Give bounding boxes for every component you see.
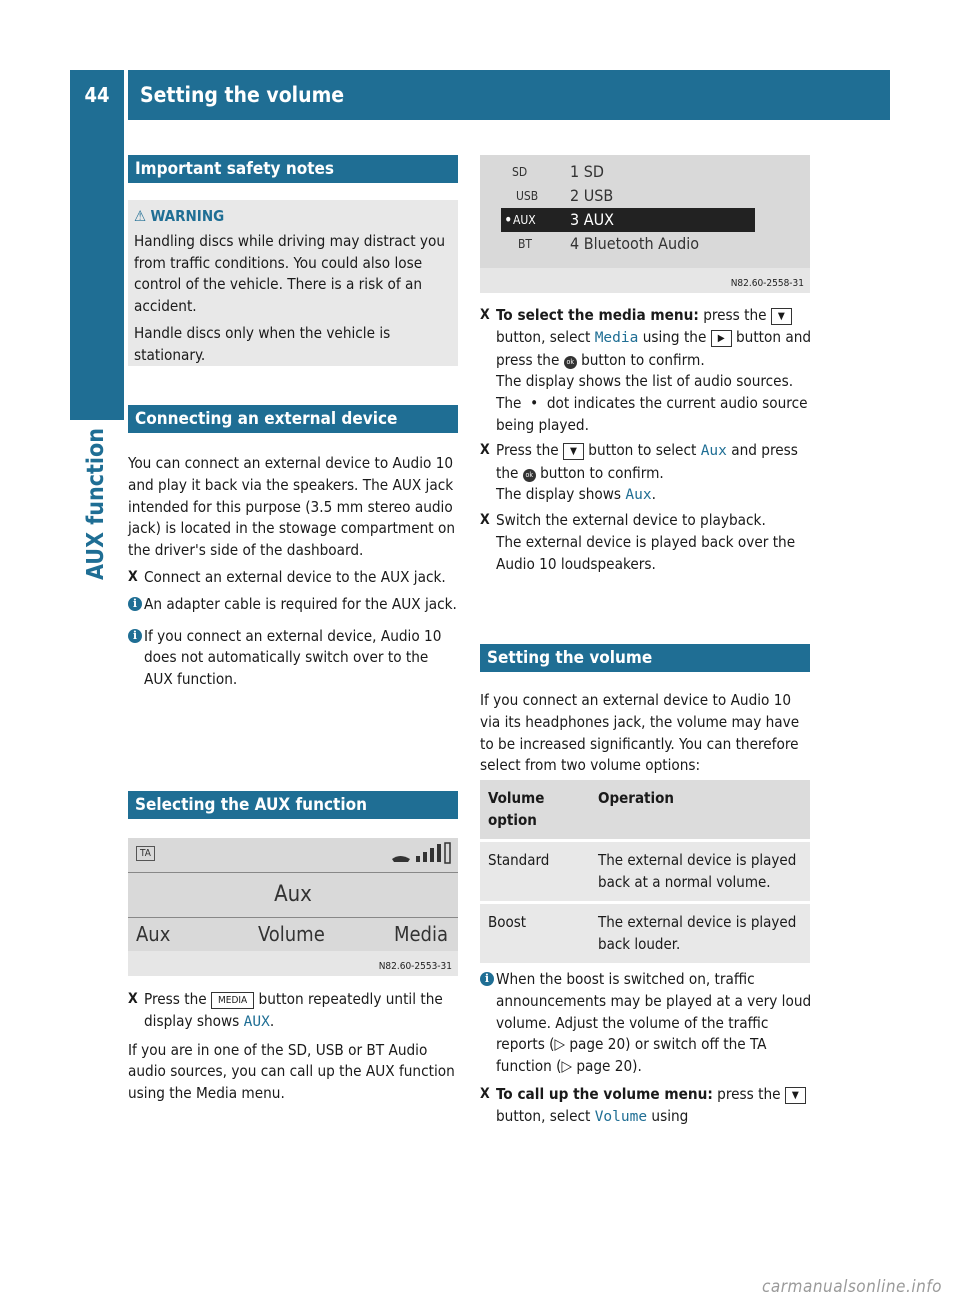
step-result: The display shows the list of audio sources.	[496, 372, 794, 391]
menu-aux[interactable]: Aux	[136, 922, 171, 946]
page-number: 44	[84, 83, 110, 107]
dot-symbol: •	[525, 394, 543, 413]
screen-menu-bar	[128, 918, 458, 950]
image-code: N82.60-2558-31	[730, 278, 804, 289]
section-important-safety-notes: Important safety notes	[128, 155, 458, 183]
step-result: The	[496, 394, 522, 413]
step-volume-menu	[480, 1084, 815, 1129]
source-item-sd[interactable]	[480, 160, 810, 184]
step-text: Press the	[144, 990, 207, 1008]
table-cell: The external device is played back louder.	[590, 903, 810, 965]
table-cell: Standard	[480, 841, 590, 903]
volume-notes	[480, 969, 815, 1129]
table-cell: The external device is played back at a normal volume.	[590, 841, 810, 903]
step-text: press the	[717, 1084, 781, 1103]
info-icon: i	[480, 972, 494, 986]
step-playback	[480, 510, 815, 575]
down-key-icon: ▼	[785, 1087, 806, 1104]
selecting-body	[128, 989, 460, 1105]
connecting-body	[128, 453, 460, 691]
aux-icon: AUX	[513, 213, 536, 227]
display-aux-text: AUX	[243, 1013, 270, 1030]
step-arrow-icon: X	[480, 512, 490, 529]
media-steps	[480, 305, 815, 576]
info-adapter-text: An adapter cable is required for the AUX jack.	[144, 594, 457, 613]
menu-volume[interactable]: Volume	[258, 922, 325, 946]
step-select-media-menu	[480, 305, 815, 437]
info-adapter	[128, 594, 460, 616]
step-text: button repeatedly until the display shows	[144, 990, 443, 1030]
media-mono-text: Media	[594, 329, 639, 346]
source-item-usb[interactable]	[480, 184, 810, 208]
right-key-icon: ▶	[711, 330, 732, 347]
source-label: 3 AUX	[570, 210, 614, 229]
menu-media[interactable]: Media	[393, 922, 448, 946]
source-item-aux[interactable]	[501, 208, 755, 232]
step-text: Switch the external device to playback.	[496, 511, 766, 530]
table-row	[480, 841, 810, 903]
warning-heading	[134, 206, 452, 228]
source-label: 4 Bluetooth Audio	[570, 234, 700, 253]
step-result: The external device is played back over the Audio 10 loudspeakers.	[496, 532, 796, 573]
source-list	[480, 160, 810, 256]
display-screen-aux	[128, 838, 458, 976]
source-item-bluetooth[interactable]	[480, 232, 810, 256]
table-cell: Boost	[480, 903, 590, 965]
step-result: The display shows	[496, 485, 622, 504]
connecting-intro: You can connect an external device to Audio 10 and play it back via the speakers. The AUX jack intended for this purpose (3.5 mm stereo audio jack) is located in the stowage compartment on the driver's side of the dashboard.	[128, 454, 455, 560]
volume-mono-text: Volume	[594, 1108, 648, 1125]
down-key-icon: ▼	[563, 443, 584, 460]
page-title: Setting the volume	[140, 83, 345, 107]
warning-title: WARNING	[150, 207, 225, 225]
screen-title: Aux	[128, 872, 458, 918]
step-text: button to confirm.	[581, 350, 705, 369]
section-setting-the-volume: Setting the volume	[480, 644, 810, 672]
ok-key-icon: ok	[564, 356, 577, 369]
step-heading: To select the media menu:	[496, 306, 699, 324]
step-select-aux: X Press the ▼ button to select Aux and press the ok button to confirm. The display shows Aux.	[480, 440, 798, 504]
section-selecting-aux-function: Selecting the AUX function	[128, 791, 458, 819]
step-arrow-icon: X	[480, 307, 490, 323]
info-boost-text: When the boost is switched on, traffic announcements may be played at a very loud volume. Adjust the volume of the traffic reports (▷ page 20) or switch off the TA function (▷ page 20).	[496, 970, 812, 1076]
info-no-auto-switch-text: If you connect an external device, Audio 10 does not automatically switch over to the AUX function.	[144, 626, 442, 689]
table-row	[480, 903, 810, 965]
ta-indicator: TA	[136, 846, 155, 861]
info-boost	[480, 969, 815, 1078]
volume-intro: If you connect an external device to Audio 10 via its headphones jack, the volume may have to be increased significantly. You can therefore select from two volume options:	[480, 691, 800, 775]
section-connecting-external-device: Connecting an external device	[128, 405, 458, 433]
info-icon: i	[128, 597, 142, 611]
table-header-cell: Volume option	[480, 780, 590, 841]
media-menu-paragraph: If you are in one of the SD, USB or BT Audio audio sources, you can call up the AUX function using the Media menu.	[128, 1040, 455, 1103]
side-label: AUX function	[83, 428, 109, 580]
step-text: button and press the	[496, 327, 812, 369]
selected-dot: •	[504, 210, 513, 229]
step-arrow-icon: X	[480, 1085, 490, 1102]
step-text: button to select	[588, 440, 697, 459]
step-text: using	[651, 1106, 689, 1125]
volume-options-table	[480, 780, 810, 966]
header-divider	[124, 70, 128, 120]
step-arrow-icon: X	[480, 441, 490, 458]
screen-status-bar	[128, 838, 458, 872]
source-label: 2 USB	[570, 186, 614, 205]
warning-advice: Handle discs only when the vehicle is stationary.	[134, 323, 391, 364]
step-text: button, select	[496, 1106, 591, 1125]
step-text: button to confirm.	[540, 463, 664, 482]
image-code: N82.60-2553-31	[378, 961, 452, 972]
media-key-icon: MEDIA	[211, 992, 254, 1009]
step-arrow-icon: X	[128, 991, 138, 1007]
down-key-icon: ▼	[771, 308, 792, 325]
step-result: dot indicates the current audio source being played.	[496, 394, 808, 434]
warning-text: Handling discs while driving may distract you from traffic conditions. You could also lose control of the vehicle. There is a risk of an accident.	[134, 231, 445, 316]
table-header-row	[480, 780, 810, 841]
info-icon: i	[128, 629, 142, 643]
step-heading: To call up the volume menu:	[496, 1084, 713, 1103]
warning-box	[128, 200, 458, 366]
sd-card-icon: SD	[512, 165, 528, 179]
aux-mono-text: Aux	[625, 487, 652, 504]
connect-step	[128, 567, 460, 589]
aux-mono-text: Aux	[700, 442, 727, 459]
info-no-auto-switch	[128, 626, 460, 691]
bluetooth-icon: BT	[518, 237, 532, 251]
watermark: carmanualsonline.info	[761, 1277, 942, 1297]
ok-key-icon: ok	[523, 469, 536, 482]
source-label: 1 SD	[570, 162, 604, 181]
select-aux-step: X Press the MEDIA button repeatedly until the display shows AUX.	[128, 990, 443, 1030]
step-text: button, select	[496, 327, 591, 346]
display-screen-sources	[480, 155, 810, 293]
step-text: using the	[642, 327, 707, 346]
phone-signal-icon	[390, 842, 452, 866]
table-header-cell: Operation	[590, 780, 810, 841]
step-text: and press the	[496, 440, 798, 482]
step-text: Press the	[496, 440, 559, 459]
step-text: press the	[703, 306, 767, 324]
side-tab	[70, 120, 124, 420]
usb-icon: USB	[516, 189, 539, 203]
connect-step-text: Connect an external device to the AUX jack.	[144, 567, 446, 586]
step-arrow-icon: X	[128, 568, 138, 585]
warning-triangle-icon: ⚠	[134, 207, 147, 225]
